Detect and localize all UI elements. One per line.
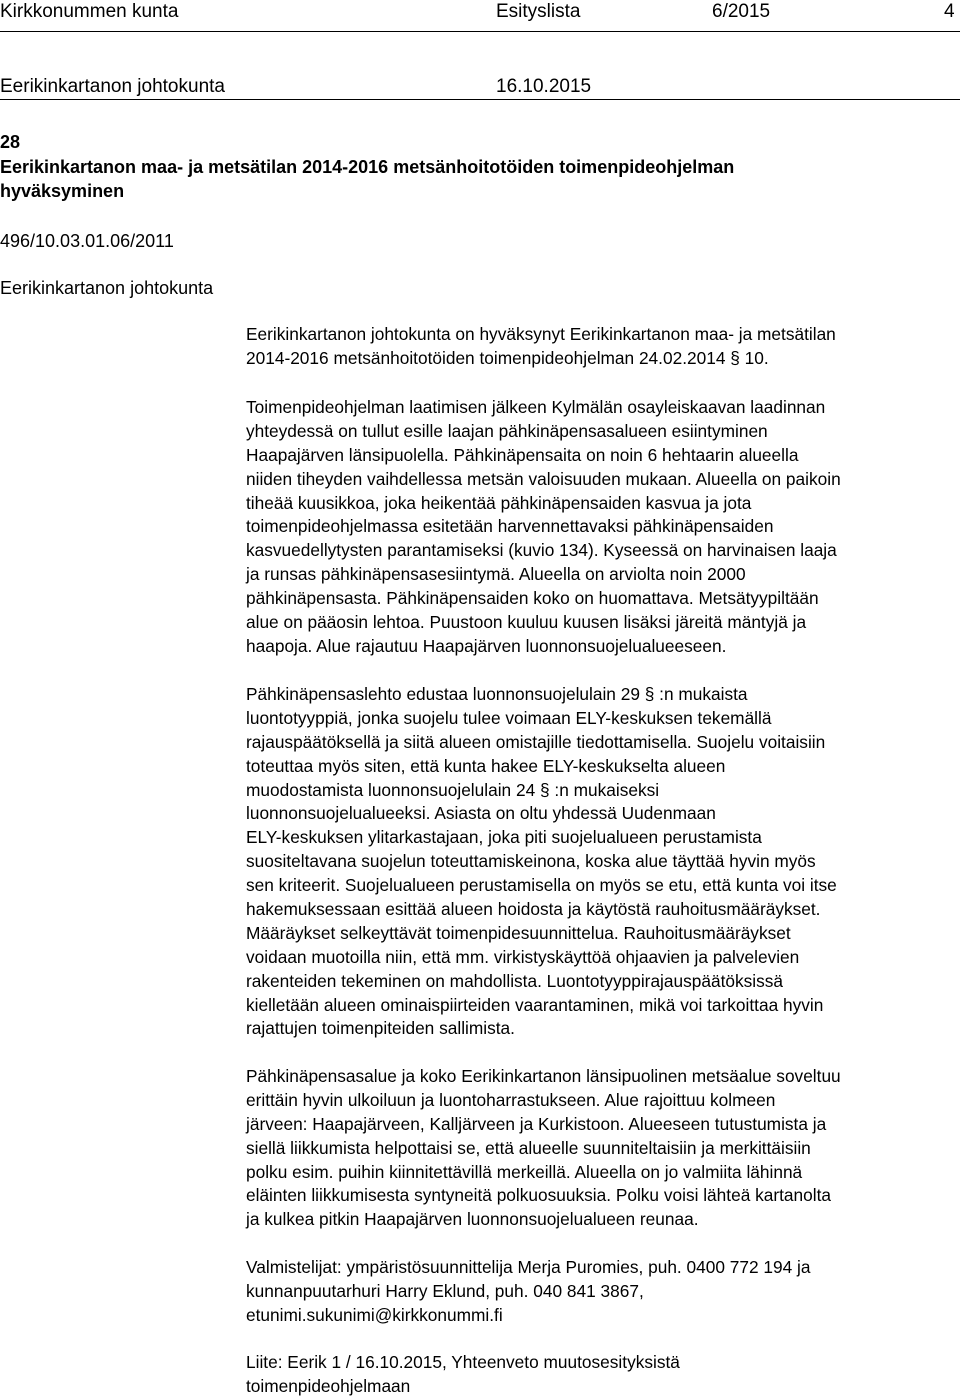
header-page-number: 4 (944, 1, 955, 22)
text-line: kasvuedellytysten parantamiseksi (kuvio 134). Kyseessä on harvinaisen laaja (246, 540, 837, 561)
text-line: niiden tiheyden vaihdellessa metsän valoisuuden mukaan. Alueella on paikoin (246, 468, 841, 489)
paragraph-protection (246, 683, 960, 1041)
text-line: Toimenpideohjelman laatimisen jälkeen Kylmälän osayleiskaavan laadinnan (246, 397, 826, 417)
text-line: kielletään alueen ominaispiirteiden vaarantaminen, mikä voi tarkoittaa hyvin (246, 994, 824, 1015)
paragraph-recreation (246, 1065, 960, 1232)
header-doc-number: 6/2015 (712, 1, 771, 22)
text-line: Määräykset selkeyttävät toimenpidesuunnittelua. Rauhoitusmääräykset (246, 922, 791, 943)
paragraph-decision (246, 323, 960, 371)
item-title-line: Eerikinkartanon maa- ja metsätilan 2014-2016 metsänhoitotöiden toimenpideohjelman (0, 157, 735, 177)
text-line: Valmistelijat: ympäristösuunnittelija Merja Puromies, puh. 0400 772 194 ja (246, 1257, 811, 1277)
text-line: eläinten liikkumisesta syntyneitä polkuosuuksia. Polku voisi lähteä kartanolta (246, 1185, 831, 1206)
text-line: Pähkinäpensaslehto edustaa luonnonsuojelulain 29 § :n mukaista (246, 684, 748, 704)
header-rule-top (0, 31, 960, 32)
text-line: Haapajärven länsipuolella. Pähkinäpensaita on noin 6 hehtaarin alueella (246, 444, 799, 465)
text-line: sen kriteerit. Suojelualueen perustamisella on myös se etu, että kunta voi itse (246, 875, 837, 896)
text-line: toimenpideohjelmaan (246, 1375, 411, 1396)
text-line: erittäin hyvin ulkoiluun ja luontoharrastukseen. Alue rajoittuu kolmeen (246, 1089, 776, 1110)
text-line: rajattujen toimenpiteiden sallimista. (246, 1018, 515, 1039)
text-line: rajauspäätöksellä ja siitä alueen omistajille tiedottamisella. Suojelu voitaisiin (246, 731, 826, 752)
paragraph-attachment (246, 1351, 960, 1399)
text-line: toimenpideohjelmassa esitetään harvennettavaksi pähkinäpensaiden (246, 516, 774, 537)
text-line: haapoja. Alue rajautuu Haapajärven luonnonsuojelualueeseen. (246, 635, 727, 656)
item-number: 28 (0, 132, 21, 152)
text-line: toteuttaa myös siten, että kunta hakee ELY-keskukselta alueen (246, 755, 726, 776)
header-rule-bottom (0, 99, 960, 100)
text-line: suositeltavana suojelun toteuttamiskeinona, koska alue täyttää hyvin myös (246, 851, 816, 872)
header-body: Eerikinkartanon johtokunta (0, 76, 225, 97)
header-municipality: Kirkkonummen kunta (0, 1, 179, 22)
paragraph-background (246, 396, 960, 659)
text-line: yhteydessä on tullut esille laajan pähkinäpensasalueen esiintyminen (246, 420, 768, 441)
item-body: Eerikinkartanon johtokunta (0, 278, 214, 298)
text-line: järveen: Haapajärveen, Kalljärveen ja Kurkistoon. Alueeseen tutustumista ja (246, 1113, 827, 1134)
text-line: hakemuksessaan esittää alueen hoidosta ja käytöstä rauhoitusmääräykset. (246, 899, 821, 920)
text-line: ja runsas pähkinäpensasesiintymä. Alueella on arviolta noin 2000 (246, 564, 746, 585)
paragraph-preparers (246, 1256, 960, 1328)
text-line: etunimi.sukunimi@kirkkonummi.fi (246, 1304, 503, 1325)
item-title-line: hyväksyminen (0, 181, 125, 201)
text-line: pähkinäpensasta. Pähkinäpensaiden koko on huomattava. Metsätyypiltään (246, 588, 819, 609)
text-line: 2014-2016 metsänhoitotöiden toimenpideohjelman 24.02.2014 § 10. (246, 347, 769, 368)
text-line: Liite: Eerik 1 / 16.10.2015, Yhteenveto muutosesityksistä (246, 1352, 680, 1372)
text-line: tiheää kuusikkoa, joka heikentää pähkinäpensaiden kasvua ja jota (246, 492, 752, 513)
text-line: Pähkinäpensasalue ja koko Eerikinkartanon länsipuolinen metsäalue soveltuu (246, 1066, 841, 1086)
text-line: luontotyyppiä, jonka suojelu tulee voimaan ELY-keskuksen tekemällä (246, 707, 772, 728)
text-line: polku esim. puihin kiinnitettävillä merkeillä. Alueella on jo valmiita lähinnä (246, 1161, 803, 1182)
text-line: muodostamista luonnonsuojelulain 24 § :n mukaiseksi (246, 779, 660, 800)
header-date: 16.10.2015 (496, 76, 592, 97)
text-line: rakenteiden tekeminen on mahdollista. Luontotyyppirajauspäätöksissä (246, 970, 784, 991)
text-line: luonnonsuojelualueeksi. Asiasta on oltu yhdessä Uudenmaan (246, 803, 716, 824)
text-line: ELY-keskuksen ylitarkastajaan, joka piti suojelualueen perustamista (246, 827, 762, 848)
item-diary-number: 496/10.03.01.06/2011 (0, 231, 174, 251)
text-line: kunnanpuutarhuri Harry Eklund, puh. 040 841 3867, (246, 1280, 644, 1301)
text-line: voidaan muotoilla niin, että mm. virkistyskäyttöä ohjaavien ja palvelevien (246, 946, 800, 967)
header-doc-type: Esityslista (496, 1, 581, 22)
text-line: ja kulkea pitkin Haapajärven luonnonsuojelualueen reunaa. (246, 1209, 699, 1230)
text-line: alue on pääosin lehtoa. Puustoon kuuluu kuusen lisäksi järeitä mäntyjä ja (246, 612, 807, 633)
text-line: siellä liikkumista helpottaisi se, että alueelle suunniteltaisiin ja merkittäisiin (246, 1137, 811, 1158)
text-line: Eerikinkartanon johtokunta on hyväksynyt Eerikinkartanon maa- ja metsätilan (246, 324, 836, 344)
